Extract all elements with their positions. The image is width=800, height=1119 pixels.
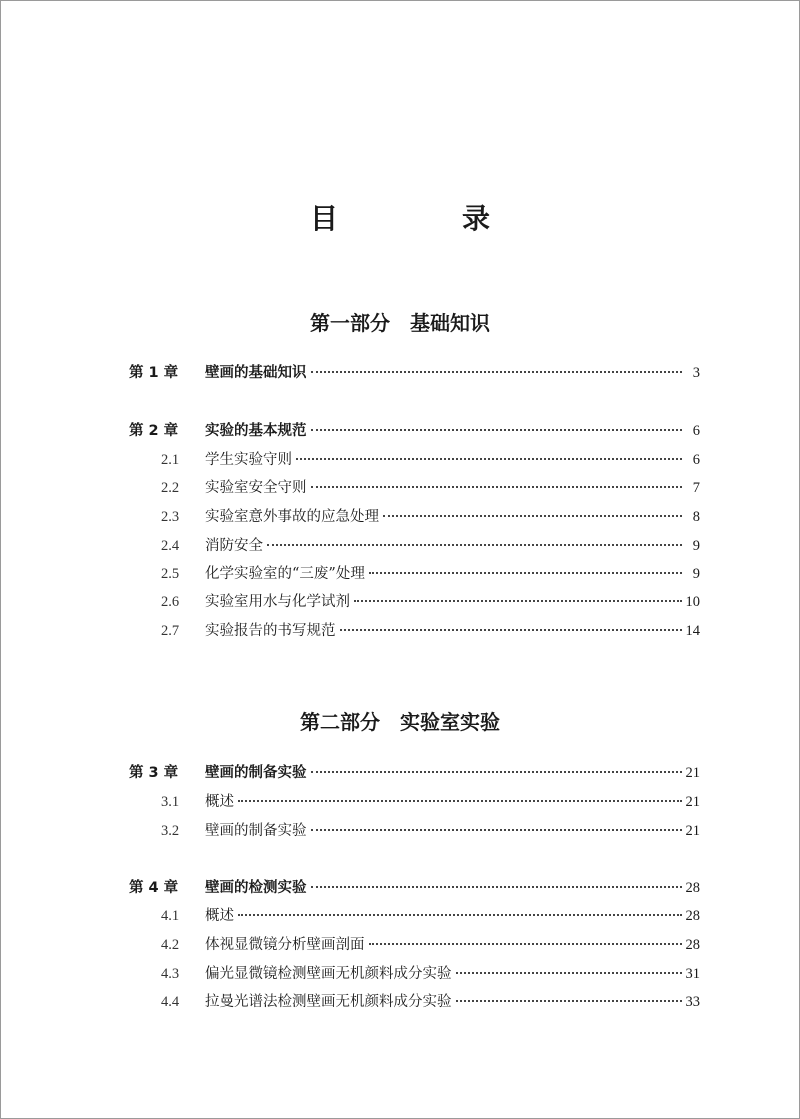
section-title: 化学实验室的“三废”处理: [205, 566, 365, 582]
dot-leader: [354, 599, 682, 602]
dot-leader: [369, 942, 682, 945]
toc-section-2-6[interactable]: [129, 592, 700, 612]
section-number: 4.4: [161, 994, 180, 1010]
page-number: 7: [692, 480, 700, 496]
section-title: 实验报告的书写规范: [205, 623, 336, 639]
page-number: 31: [685, 966, 700, 982]
chapter-number: 第 1 章: [129, 365, 179, 381]
page-number: 33: [685, 994, 700, 1010]
section-number: 3.1: [161, 794, 180, 810]
section-title: 偏光显微镜检测壁画无机颜料成分实验: [205, 966, 452, 982]
toc-section-2-3[interactable]: [129, 507, 700, 527]
chapter-title: 实验的基本规范: [205, 423, 307, 439]
dot-leader: [311, 428, 683, 431]
section-title: 拉曼光谱法检测壁画无机颜料成分实验: [205, 994, 452, 1010]
page-number: 3: [692, 365, 700, 381]
section-title: 实验室安全守则: [205, 480, 307, 496]
toc-section-3-2[interactable]: [129, 821, 700, 841]
chapter-title: 壁画的基础知识: [205, 365, 307, 381]
section-number: 2.6: [161, 594, 180, 610]
section-title: 实验室用水与化学试剂: [205, 594, 350, 610]
toc-section-4-4[interactable]: [129, 992, 700, 1012]
section-title: 概述: [205, 794, 234, 810]
chapter-number: 第 2 章: [129, 423, 179, 439]
dot-leader: [311, 485, 683, 488]
page-number: 28: [685, 880, 700, 896]
dot-leader: [311, 370, 683, 373]
page-number: 9: [692, 538, 700, 554]
section-number: 2.1: [161, 452, 180, 468]
section-number: 4.3: [161, 966, 180, 982]
toc-chapter-1[interactable]: [129, 363, 700, 383]
page-number: 10: [685, 594, 700, 610]
dot-leader: [456, 999, 682, 1002]
section-title: 概述: [205, 908, 234, 924]
part-label: 第二部分: [300, 710, 380, 734]
page-number: 28: [685, 937, 700, 953]
page-number: 21: [685, 823, 700, 839]
page-number: 21: [685, 765, 700, 781]
dot-leader: [340, 628, 682, 631]
toc-section-2-1[interactable]: [129, 450, 700, 470]
dot-leader: [296, 457, 682, 460]
section-number: 3.2: [161, 823, 180, 839]
part-label: 第一部分: [310, 311, 390, 335]
page-number: 6: [692, 423, 700, 439]
section-title: 实验室意外事故的应急处理: [205, 509, 379, 525]
toc-section-2-4[interactable]: [129, 536, 700, 556]
chapter-number: 第 3 章: [129, 765, 179, 781]
dot-leader: [267, 543, 682, 546]
chapter-number: 第 4 章: [129, 880, 179, 896]
section-title: 消防安全: [205, 538, 263, 554]
part-name: 实验室实验: [400, 710, 500, 734]
section-title: 体视显微镜分析壁画剖面: [205, 937, 365, 953]
page-title: 目 录: [309, 202, 538, 235]
toc-chapter-2[interactable]: [129, 421, 700, 441]
toc-section-4-3[interactable]: [129, 964, 700, 984]
dot-leader: [383, 514, 682, 517]
toc-section-2-7[interactable]: [129, 621, 700, 641]
dot-leader: [311, 828, 682, 831]
section-number: 2.2: [161, 480, 180, 496]
page-number: 14: [685, 623, 700, 639]
section-number: 2.3: [161, 509, 180, 525]
part-heading: [1, 706, 799, 735]
page-number: 28: [685, 908, 700, 924]
toc-section-4-1[interactable]: [129, 906, 700, 926]
section-number: 2.7: [161, 623, 180, 639]
page-number: 8: [692, 509, 700, 525]
toc-chapter-4[interactable]: [129, 878, 700, 898]
dot-leader: [456, 971, 682, 974]
dot-leader: [311, 770, 682, 773]
part-name: 基础知识: [410, 311, 490, 335]
page-number: 6: [692, 452, 700, 468]
toc-section-2-5[interactable]: [129, 564, 700, 584]
dot-leader: [369, 571, 682, 574]
dot-leader: [311, 885, 682, 888]
dot-leader: [238, 913, 682, 916]
chapter-title: 壁画的检测实验: [205, 880, 307, 896]
toc-section-3-1[interactable]: [129, 792, 700, 812]
toc-section-2-2[interactable]: [129, 478, 700, 498]
section-number: 4.1: [161, 908, 180, 924]
part-heading: [1, 307, 799, 336]
section-number: 4.2: [161, 937, 180, 953]
dot-leader: [238, 799, 682, 802]
section-title: 学生实验守则: [205, 452, 292, 468]
page-number: 21: [685, 794, 700, 810]
page-number: 9: [692, 566, 700, 582]
toc-section-4-2[interactable]: [129, 935, 700, 955]
section-number: 2.5: [161, 566, 180, 582]
section-title: 壁画的制备实验: [205, 823, 307, 839]
section-number: 2.4: [161, 538, 180, 554]
chapter-title: 壁画的制备实验: [205, 765, 307, 781]
toc-chapter-3[interactable]: [129, 763, 700, 783]
